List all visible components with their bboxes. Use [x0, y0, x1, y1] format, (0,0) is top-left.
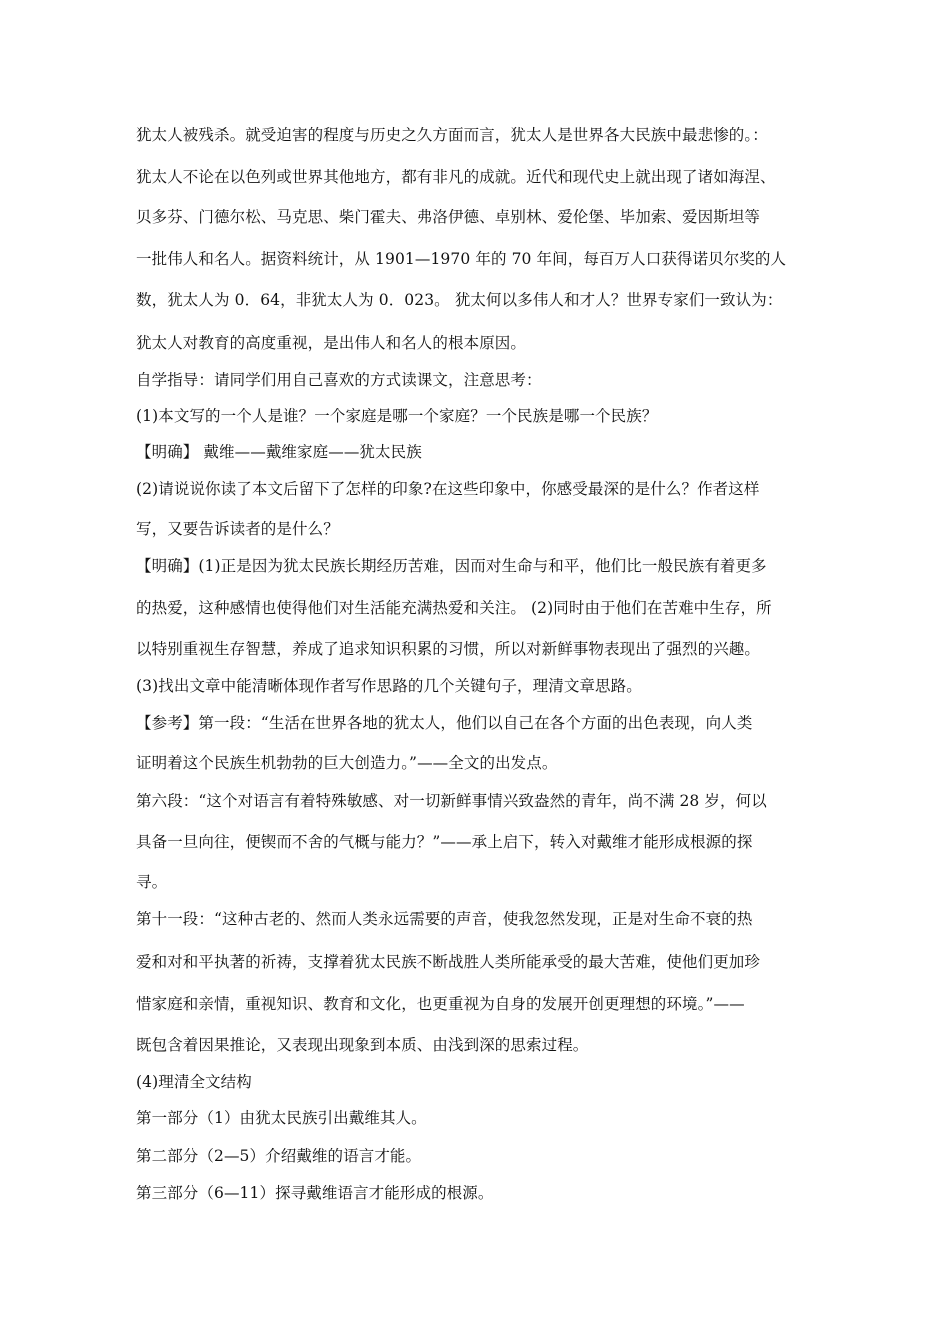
text-line: (2)请说说你读了本文后留下了怎样的印象?在这些印象中，你感受最深的是什么？作者这样	[136, 480, 760, 498]
text-line: 数，犹太人为 0．64，非犹太人为 0．023。 犹太何以多伟人和才人？世界专家们一致认为：	[136, 291, 783, 309]
text-line: (3)找出文章中能清晰体现作者写作思路的几个关键句子，理清文章思路。	[136, 677, 642, 695]
text-line: 犹太人对教育的高度重视，是出伟人和名人的根本原因。	[136, 334, 527, 352]
text-line: 贝多芬、门德尔松、马克思、柴门霍夫、弗洛伊德、卓别林、爱伦堡、毕加索、爱因斯坦等	[136, 208, 761, 226]
text-line: 犹太人不论在以色列或世界其他地方，都有非凡的成就。近代和现代史上就出现了诸如海涅、	[136, 168, 776, 186]
text-line: 【明确】 戴维——戴维家庭——犹太民族	[136, 443, 422, 461]
text-line: 证明着这个民族生机勃勃的巨大创造力。”——全文的出发点。	[136, 754, 558, 772]
text-line: 既包含着因果推论，又表现出现象到本质、由浅到深的思索过程。	[136, 1036, 589, 1054]
text-line: 【明确】(1)正是因为犹太民族长期经历苦难，因而对生命与和平，他们比一般民族有着更多	[136, 557, 767, 575]
text-line: 以特别重视生存智慧，养成了追求知识积累的习惯，所以对新鲜事物表现出了强烈的兴趣。	[136, 640, 761, 658]
text-line: 自学指导：请同学们用自己喜欢的方式读课文，注意思考：	[136, 371, 542, 389]
text-line: 写，又要告诉读者的是什么？	[136, 520, 339, 538]
text-line: 第一部分（1）由犹太民族引出戴维其人。	[136, 1109, 427, 1127]
text-line: 一批伟人和名人。据资料统计，从 1901—1970 年的 70 年间，每百万人口获得诺贝尔奖的人	[136, 250, 787, 268]
text-line: (4)理清全文结构	[136, 1073, 252, 1091]
text-line: 第十一段：“这种古老的、然而人类永远需要的声音，使我忽然发现，正是对生命不衰的热	[136, 910, 753, 928]
text-line: 具备一旦向往，便锲而不舍的气概与能力？”——承上启下，转入对戴维才能形成根源的探	[136, 833, 753, 851]
text-line: 惜家庭和亲情，重视知识、教育和文化，也更重视为自身的发展开创更理想的环境。”——	[136, 995, 745, 1013]
text-line: 犹太人被残杀。就受迫害的程度与历史之久方面而言，犹太人是世界各大民族中最悲惨的。：	[136, 126, 768, 144]
text-line: 爱和对和平执著的祈祷，支撑着犹太民族不断战胜人类所能承受的最大苦难，使他们更加珍	[136, 953, 761, 971]
text-line: (1)本文写的一个人是谁？一个家庭是哪一个家庭？一个民族是哪一个民族？	[136, 407, 658, 425]
text-line: 第三部分（6—11）探寻戴维语言才能形成的根源。	[136, 1184, 494, 1202]
text-line: 寻。	[136, 873, 168, 891]
text-line: 第二部分（2—5）介绍戴维的语言才能。	[136, 1147, 422, 1165]
text-line: 【参考】第一段：“生活在世界各地的犹太人，他们以自己在各个方面的出色表现，向人类	[136, 714, 753, 732]
text-line: 的热爱，这种感情也使得他们对生活能充满热爱和关注。 (2)同时由于他们在苦难中生存，所	[136, 599, 772, 617]
text-line: 第六段：“这个对语言有着特殊敏感、对一切新鲜事情兴致盎然的青年，尚不满 28 岁，何以	[136, 792, 767, 810]
